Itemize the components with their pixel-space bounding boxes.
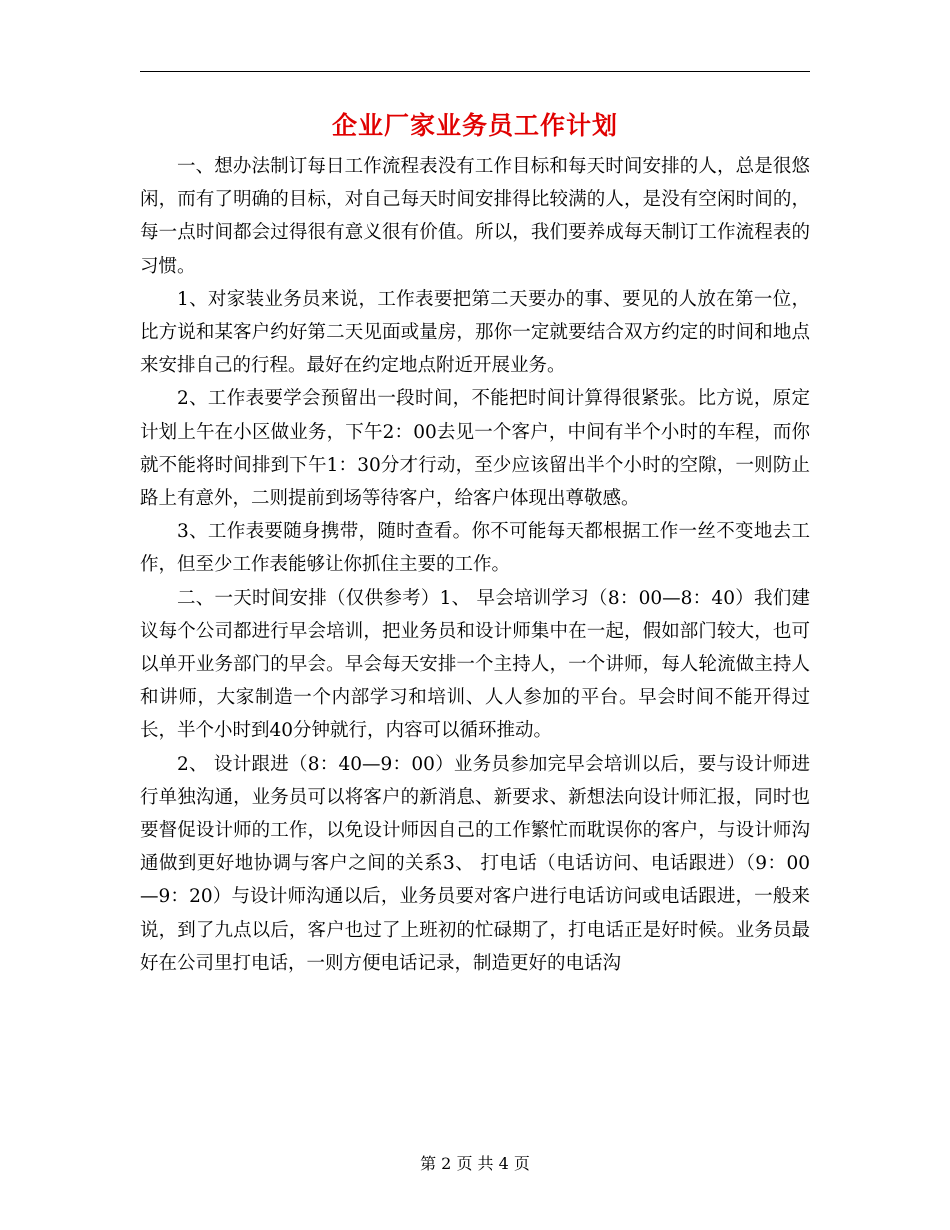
- page-footer: 第 2 页 共 4 页: [420, 1154, 530, 1173]
- document-title: 企业厂家业务员工作计划: [331, 111, 618, 140]
- paragraph-design-followup: 2、 设计跟进（8：40—9：00）业务员参加完早会培训以后，要与设计师进行单独沟通，业务员可以将客户的新消息、新要求、新想法向设计师汇报，同时也要督促设计师的工作，以免设计师因自己的工作繁忙而耽误你的客户，与设计师沟通做到更好地协调与客户之间的关系3、 打电话（电话访问、电话跟进）（9：00—9：20）与设计师沟通以后，业务员要对客户进行电话访问或电话跟进，一般来说，到了九点以后，客户也过了上班初的忙碌期了，打电话正是好时候。业务员最好在公司里打电话，一则方便电话记录，制造更好的电话沟: [140, 753, 810, 974]
- paragraph-item-1: 1、对家装业务员来说，工作表要把第二天要办的事、要见的人放在第一位，比方说和某客户约好第二天见面或量房，那你一定就要结合双方约定的时间和地点来安排自己的行程。最好在约定地点附近开展业务。: [140, 288, 810, 377]
- header-rule: [140, 71, 810, 72]
- document-body: [140, 150, 810, 980]
- paragraph-section-one: 一、想办法制订每日工作流程表没有工作目标和每天时间安排的人，总是很悠闲，而有了明确的目标，对自己每天时间安排得比较满的人，是没有空闲时间的，每一点时间都会过得很有意义很有价值。所以，我们要养成每天制订工作流程表的习惯。: [140, 156, 810, 277]
- paragraph-section-two: 二、一天时间安排（仅供参考）1、 早会培训学习（8：00—8：40）我们建议每个公司都进行早会培训，把业务员和设计师集中在一起，假如部门较大，也可以单开业务部门的早会。早会每天安排一个主持人，一个讲师，每人轮流做主持人和讲师，大家制造一个内部学习和培训、人人参加的平台。早会时间不能开得过长，半个小时到40分钟就行，内容可以循环推动。: [140, 587, 810, 742]
- paragraph-item-2: 2、工作表要学会预留出一段时间，不能把时间计算得很紧张。比方说，原定计划上午在小区做业务，下午2：00去见一个客户，中间有半个小时的车程，而你就不能将时间排到下午1：30分才行动，至少应该留出半个小时的空隙，一则防止路上有意外，二则提前到场等待客户，给客户体现出尊敬感。: [140, 388, 810, 510]
- paragraph-item-3: 3、工作表要随身携带，随时查看。你不可能每天都根据工作一丝不变地去工作，但至少工作表能够让你抓住主要的工作。: [140, 521, 810, 576]
